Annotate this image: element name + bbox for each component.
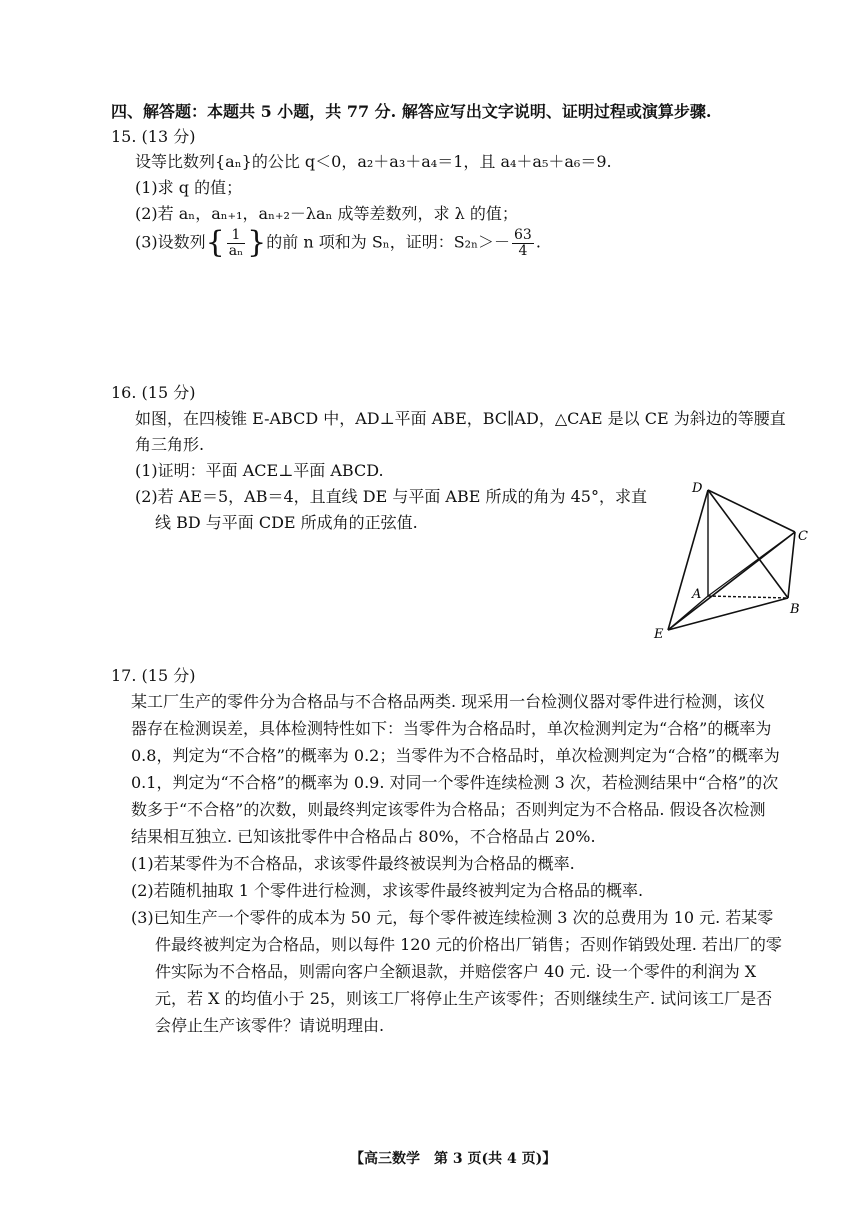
label-b: B (790, 602, 800, 617)
q17-para-line: 某工厂生产的零件分为合格品与不合格品两类. 现采用一台检测仪器对零件进行检测，该仪 (131, 692, 766, 711)
q16-part1: (1)证明：平面 ACE⊥平面 ABCD. (135, 461, 384, 480)
q17-para-line: 0.8，判定为“不合格”的概率为 0.2；当零件为不合格品时，单次检测判定为“合格”的概率为 (131, 746, 780, 765)
q16-stem-line2: 角三角形. (135, 435, 205, 454)
label-d: D (692, 481, 703, 496)
q17-part3-line: (3)已知生产一个零件的成本为 50 元，每个零件被连续检测 3 次的总费用为 10 元. 若某零 (131, 908, 774, 927)
q17-para-line: 结果相互独立. 已知该批零件中合格品占 80%，不合格品占 20%. (131, 827, 596, 846)
q17-part1: (1)若某零件为不合格品，求该零件最终被误判为合格品的概率. (131, 854, 575, 873)
q15-part3-end: . (535, 232, 541, 252)
q17-number: 17. (15 分) (111, 666, 196, 685)
left-brace: { (205, 225, 225, 261)
label-e: E (654, 627, 664, 642)
rhs-denominator: 4 (518, 242, 528, 259)
q17-part3-line: 件最终被判定为合格品，则以每件 120 元的价格出厂销售；否则作销毁处理. 若出厂的零 (155, 935, 782, 954)
section-heading: 四、解答题：本题共 5 小题，共 77 分. 解答应写出文字说明、证明过程或演算步骤. (111, 102, 712, 121)
q17-para-line: 数多于“不合格”的次数，则最终判定该零件为合格品；否则判定为不合格品. 假设各次检测 (131, 800, 766, 819)
q15-number: 15. (13 分) (111, 127, 196, 146)
q16-stem-line1: 如图，在四棱锥 E-ABCD 中，AD⊥平面 ABE，BC∥AD，△CAE 是以 CE 为斜边的等腰直 (135, 409, 786, 428)
fraction-numerator: 1 (227, 228, 245, 244)
q15-part3 (135, 225, 541, 261)
q16-part2-line2: 线 BD 与平面 CDE 所成角的正弦值. (155, 513, 418, 532)
q15-part3-middle: 的前 n 项和为 Sₙ，证明：S₂ₙ＞－ (266, 232, 511, 252)
fraction-denominator: aₙ (228, 242, 244, 259)
page-footer: 【高三数学 第 3 页(共 4 页)】 (350, 1151, 557, 1167)
q16-number: 16. (15 分) (111, 383, 196, 402)
label-a: A (692, 587, 702, 602)
q15-part3-prefix: (3)设数列 (135, 232, 206, 252)
q17-part2: (2)若随机抽取 1 个零件进行检测，求该零件最终被判定为合格品的概率. (131, 881, 644, 900)
pyramid-figure (640, 470, 820, 645)
q15-part2: (2)若 aₙ，aₙ₊₁，aₙ₊₂－λaₙ 成等差数列，求 λ 的值； (135, 204, 518, 223)
q17-part3-line: 元，若 X 的均值小于 25，则该工厂将停止生产该零件；否则继续生产. 试问该工厂是否 (155, 989, 773, 1008)
q15-part3-fraction (227, 228, 245, 258)
label-c: C (798, 529, 808, 544)
q17-para-line: 器存在检测误差，具体检测特性如下：当零件为合格品时，单次检测判定为“合格”的概率为 (131, 719, 772, 738)
q16-part2-line1: (2)若 AE＝5，AB＝4，且直线 DE 与平面 ABE 所成的角为 45°，求直 (135, 487, 647, 506)
rhs-numerator: 63 (514, 227, 532, 243)
q17-part3-line: 件实际为不合格品，则需向客户全额退款，并赔偿客户 40 元. 设一个零件的利润为 X (155, 962, 757, 981)
right-brace: } (247, 225, 267, 261)
q17-part3-line: 会停止生产该零件？请说明理由. (155, 1016, 385, 1035)
q15-part1: (1)求 q 的值； (135, 178, 243, 197)
q17-para-line: 0.1，判定为“不合格”的概率为 0.9. 对同一个零件连续检测 3 次，若检测结果中“合格”的次 (131, 773, 779, 792)
q15-part3-rhs-fraction (512, 228, 534, 258)
q15-stem: 设等比数列{aₙ}的公比 q＜0，a₂＋a₃＋a₄＝1，且 a₄＋a₅＋a₆＝9. (135, 152, 612, 171)
